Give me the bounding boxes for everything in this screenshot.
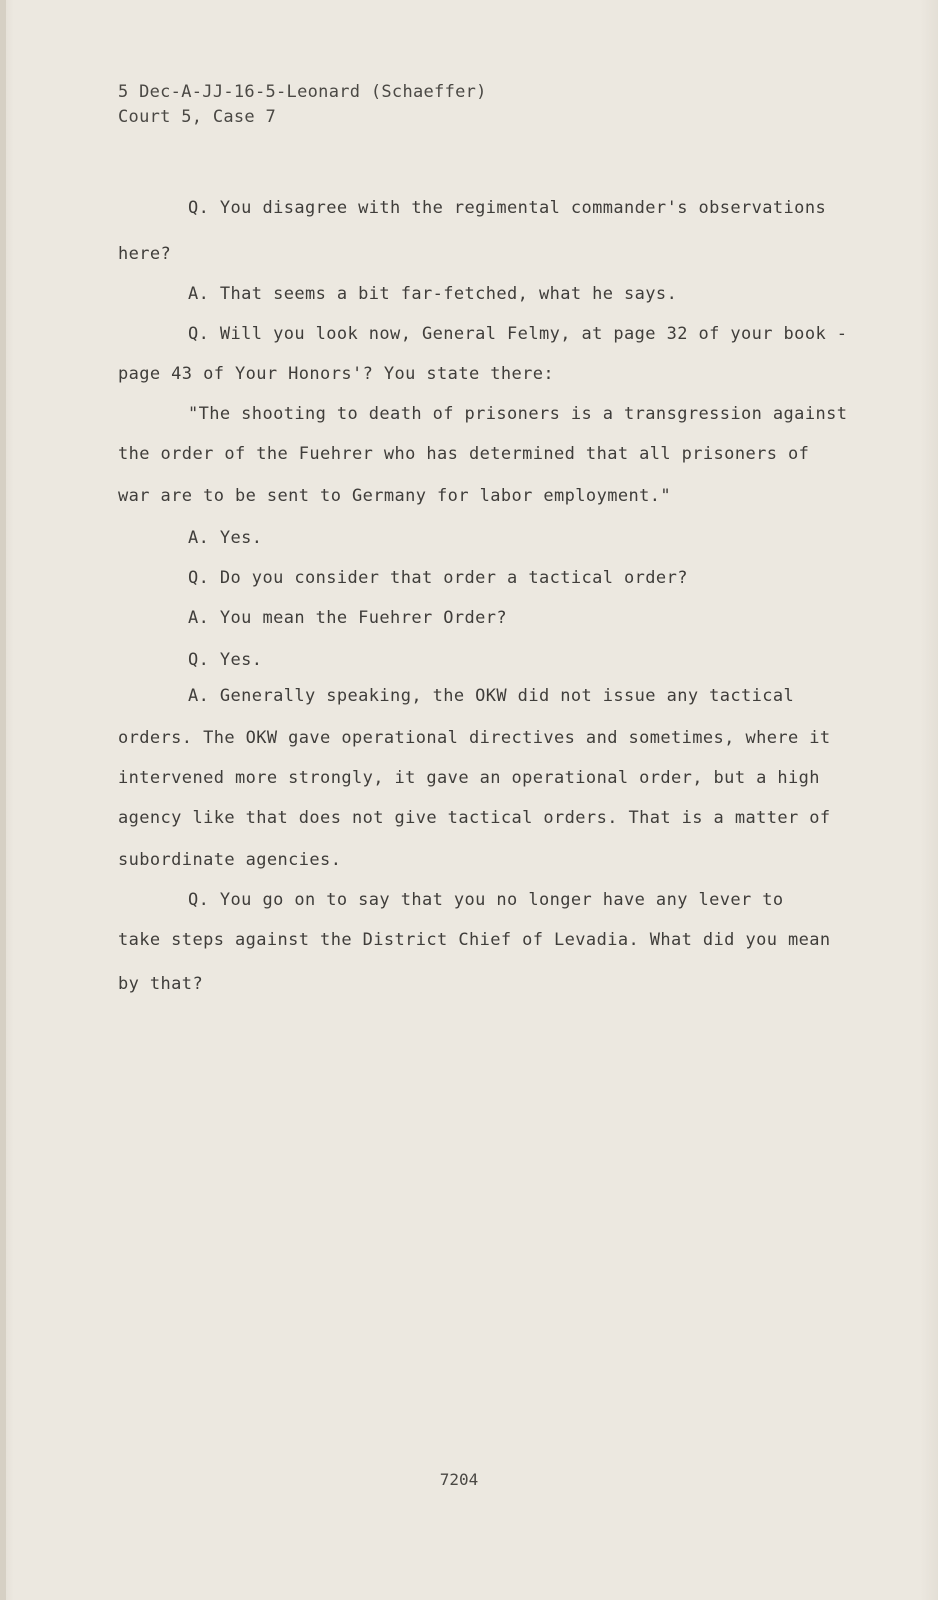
question-line: Q. You disagree with the regimental commander's observations [188, 198, 827, 218]
text-line: take steps against the District Chief of Levadia. What did you mean [118, 930, 831, 950]
header-court-case: Court 5, Case 7 [118, 107, 277, 127]
page-number: 7204 [439, 1470, 479, 1489]
document-header [118, 80, 487, 130]
text-line: by that? [118, 974, 204, 994]
text-line: page 43 of Your Honors'? You state there: [118, 364, 555, 384]
paper-edge [0, 0, 6, 1600]
answer-line: A. You mean the Fuehrer Order? [188, 608, 508, 628]
header-reference: 5 Dec-A-JJ-16-5-Leonard (Schaeffer) [118, 82, 487, 102]
question-line: Q. You go on to say that you no longer have any lever to [188, 890, 784, 910]
answer-line: A. Generally speaking, the OKW did not issue any tactical [188, 686, 795, 706]
quote-line: war are to be sent to Germany for labor employment." [118, 486, 672, 506]
text-line: agency like that does not give tactical orders. That is a matter of [118, 808, 831, 828]
text-line: orders. The OKW gave operational directives and sometimes, where it [118, 728, 831, 748]
answer-line: A. That seems a bit far-fetched, what he says. [188, 284, 678, 304]
question-line: Q. Yes. [188, 650, 263, 670]
text-line: here? [118, 244, 172, 264]
quote-line: the order of the Fuehrer who has determined that all prisoners of [118, 444, 810, 464]
text-line: subordinate agencies. [118, 850, 342, 870]
quote-line: "The shooting to death of prisoners is a transgression against [188, 404, 848, 424]
question-line: Q. Will you look now, General Felmy, at page 32 of your book - [188, 324, 848, 344]
answer-line: A. Yes. [188, 528, 263, 548]
question-line: Q. Do you consider that order a tactical order? [188, 568, 688, 588]
text-line: intervened more strongly, it gave an operational order, but a high [118, 768, 820, 788]
